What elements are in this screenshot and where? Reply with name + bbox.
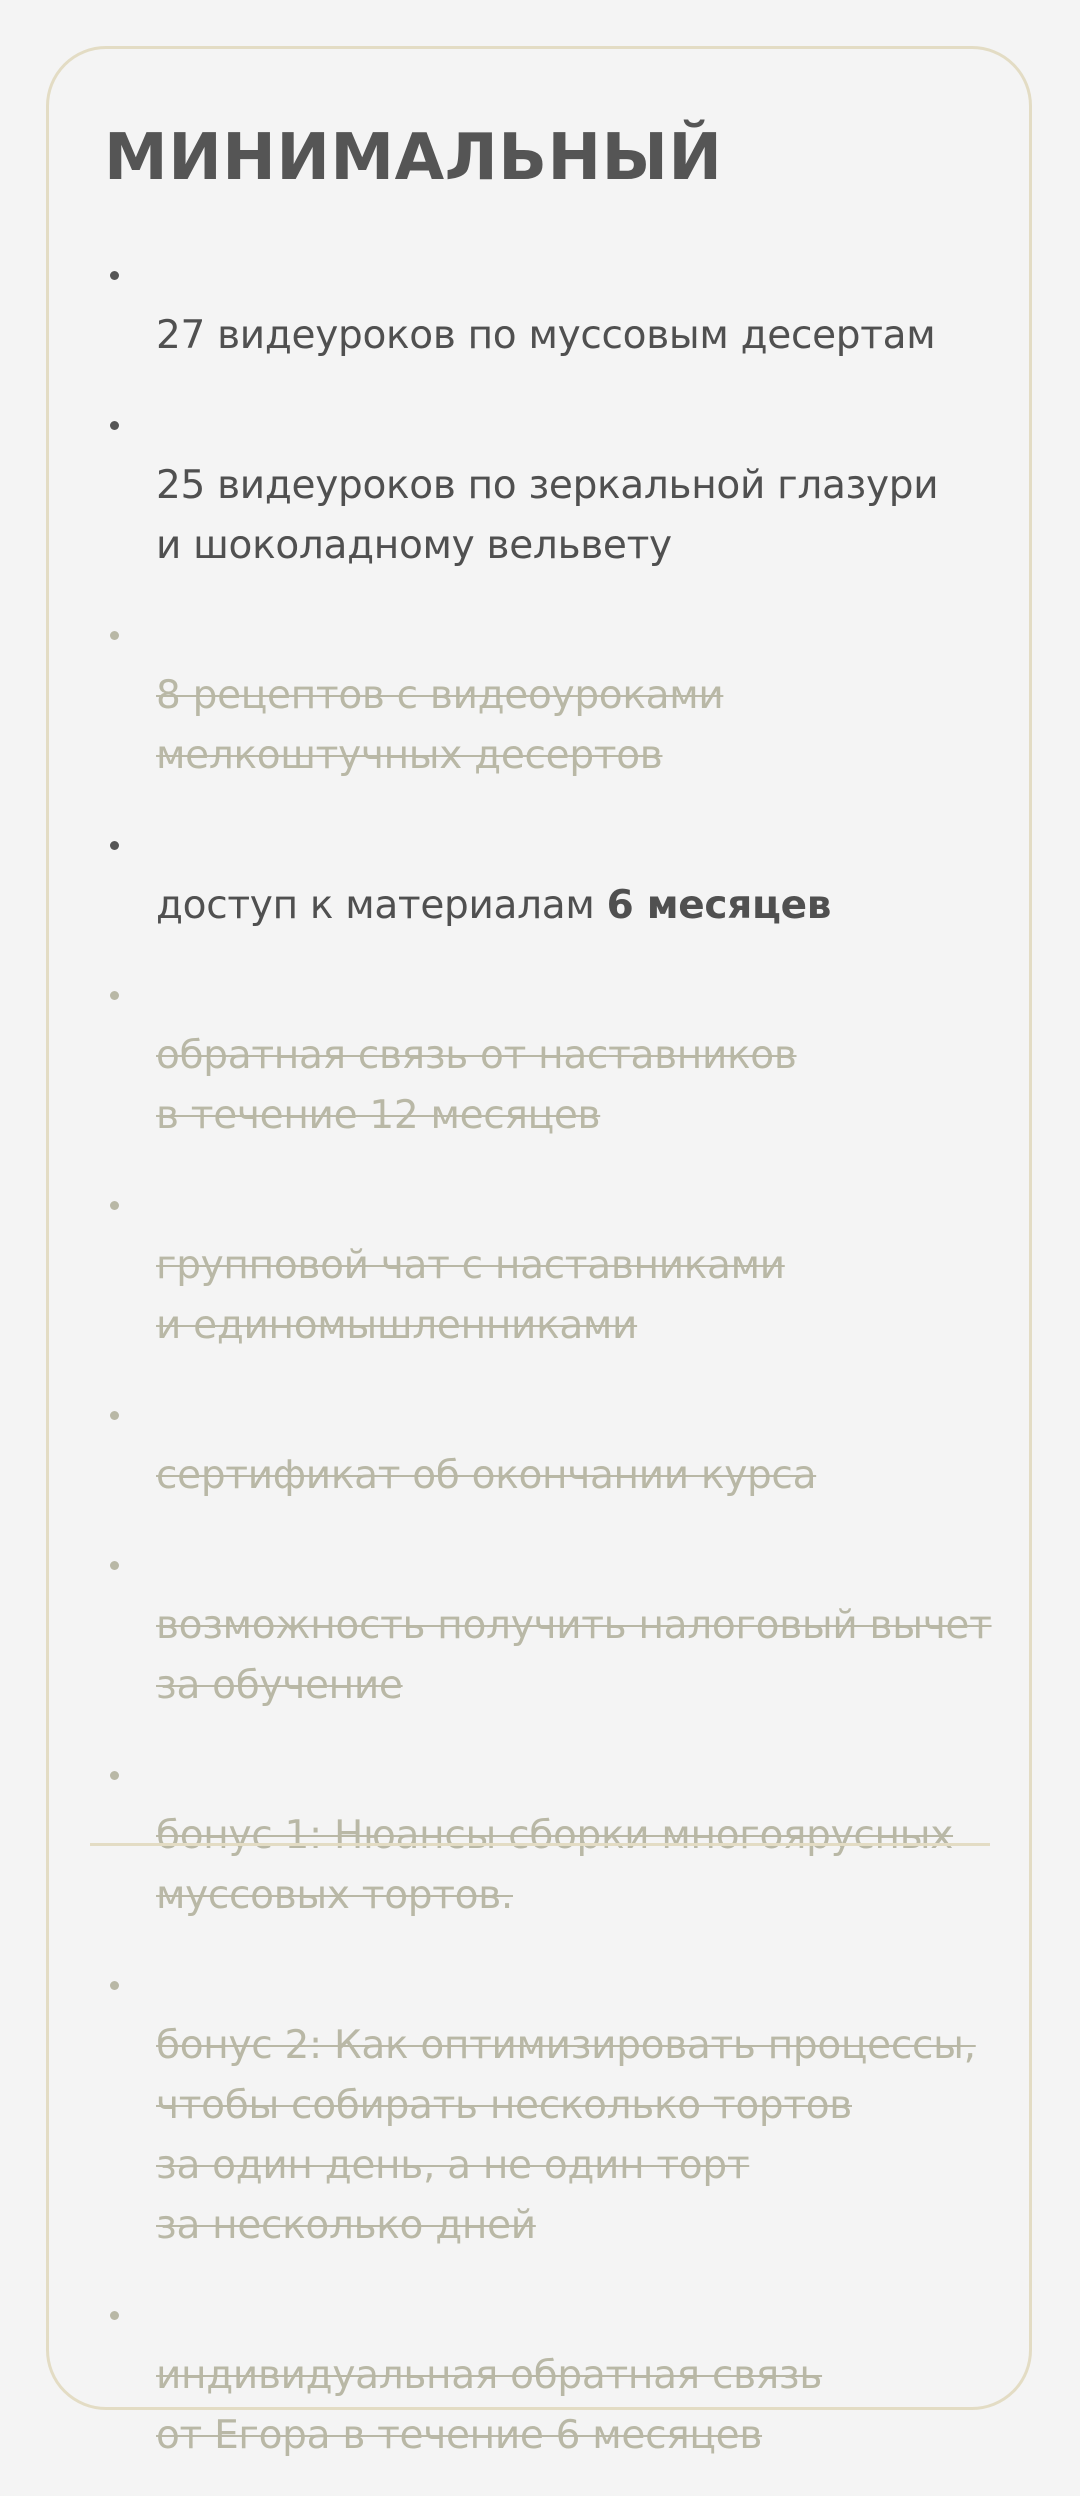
bullet-icon — [110, 991, 119, 1000]
divider — [90, 1843, 990, 1846]
feature-item — [110, 1746, 1010, 1926]
feature-text: обратная связь от наставников в течение 12 месяцев — [156, 1033, 797, 1138]
bullet-icon — [110, 631, 119, 640]
feature-text: бонус 2: Как оптимизировать процессы, чтобы собирать несколько тортов за один день, а не один торт за несколько дней — [156, 2023, 976, 2248]
feature-item — [110, 1386, 1010, 1506]
feature-item — [110, 2286, 1010, 2466]
bullet-icon — [110, 421, 119, 430]
bullet-icon — [110, 1411, 119, 1420]
bullet-icon — [110, 1771, 119, 1780]
feature-text: 25 видеуроков по зеркальной глазури и шоколадному вельвету — [156, 463, 939, 568]
bullet-icon — [110, 1981, 119, 1990]
feature-item — [110, 396, 1010, 576]
feature-text: бонус 1: Нюансы сборки многоярусных муссовых тортов. — [156, 1813, 954, 1918]
bullet-icon — [110, 2311, 119, 2320]
bullet-icon — [110, 841, 119, 850]
feature-text: групповой чат с наставниками и единомышленниками — [156, 1243, 785, 1348]
feature-text: 8 рецептов с видеоуроками мелкоштучных десертов — [156, 673, 724, 778]
feature-text: возможность получить налоговый вычет за обучение — [156, 1603, 992, 1708]
feature-item — [110, 1176, 1010, 1356]
plan-title: МИНИМАЛЬНЫЙ — [104, 121, 723, 195]
feature-item — [110, 606, 1010, 786]
feature-item — [110, 966, 1010, 1146]
feature-item — [110, 1956, 1010, 2256]
bullet-icon — [110, 271, 119, 280]
feature-item — [110, 816, 1010, 936]
feature-text: индивидуальная обратная связь от Егора в течение 6 месяцев — [156, 2353, 823, 2458]
feature-item — [110, 1536, 1010, 1716]
feature-text: сертификат об окончании курса — [156, 1453, 817, 1498]
feature-item — [110, 246, 1010, 366]
bullet-icon — [110, 1561, 119, 1570]
feature-highlight: 6 месяцев — [606, 883, 832, 928]
feature-text: 27 видеуроков по муссовым десертам — [156, 313, 936, 358]
feature-list — [110, 246, 1010, 2496]
bullet-icon — [110, 1201, 119, 1210]
feature-text: доступ к материалам — [156, 883, 607, 928]
